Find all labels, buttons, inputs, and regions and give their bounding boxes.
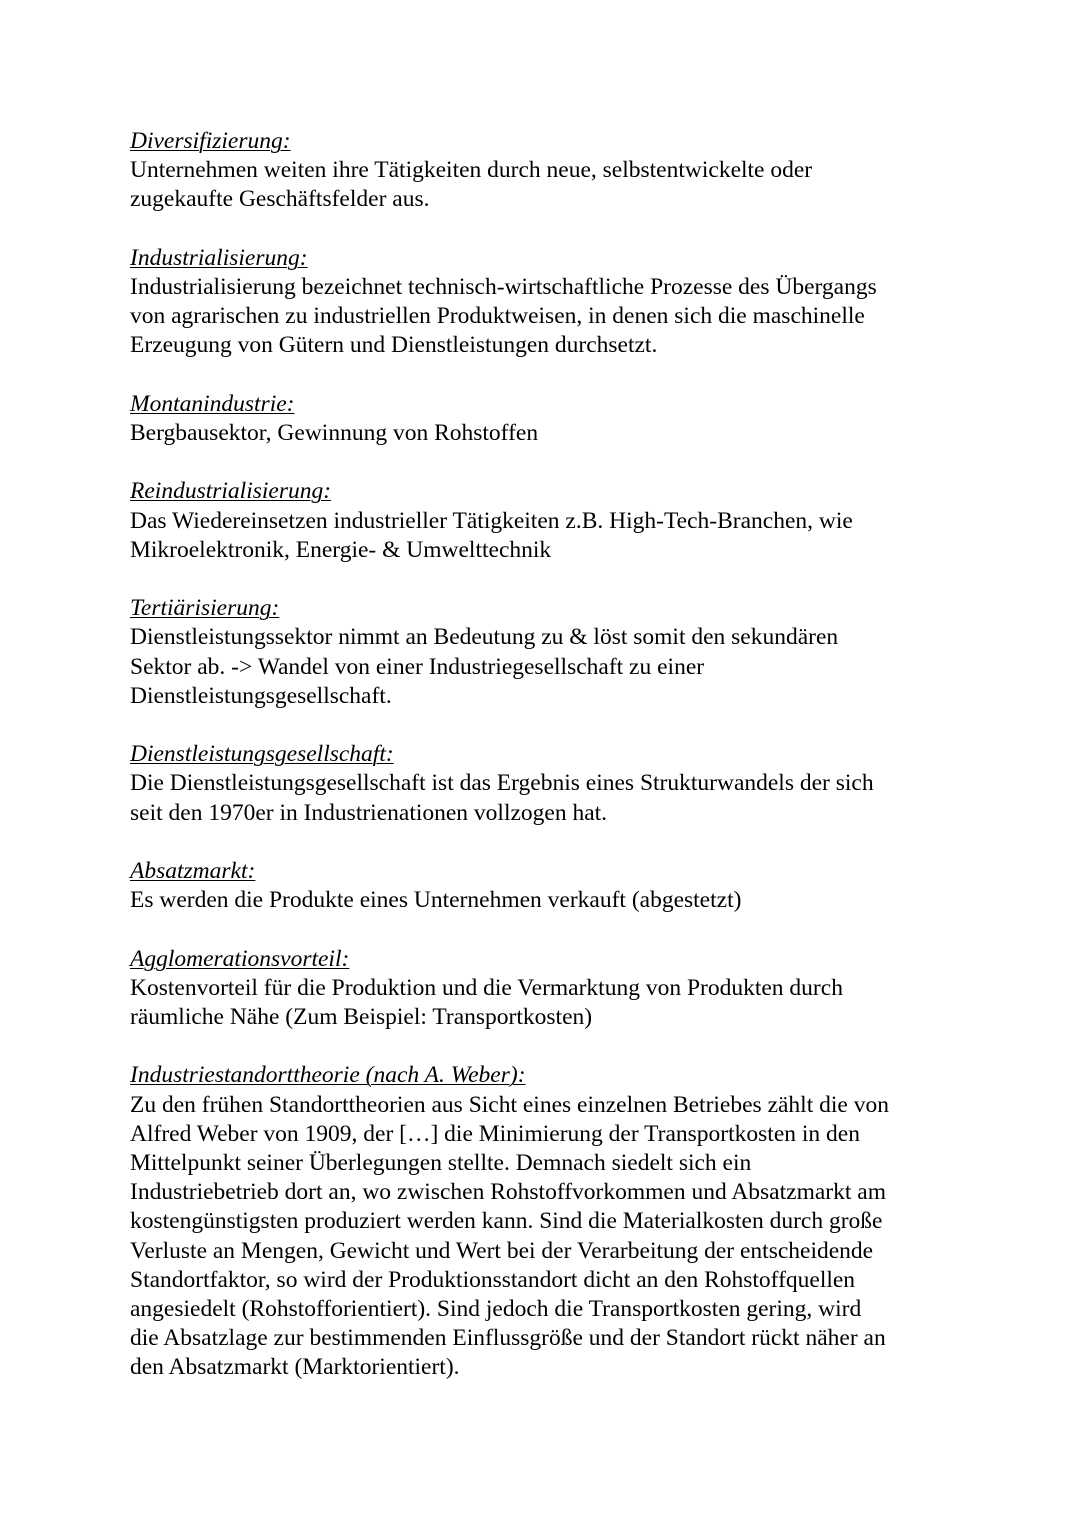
term-heading: Industriestandorttheorie (nach A. Weber):: [130, 1062, 526, 1089]
entry-industriestandorttheorie: [130, 1061, 960, 1382]
term-definition: Es werden die Produkte eines Unternehmen verkauft (abgestetzt): [130, 887, 742, 914]
entry-diversifizierung: [130, 127, 960, 215]
entry-agglomerationsvorteil: [130, 945, 960, 1033]
term-heading: Dienstleistungsgesellschaft:: [130, 741, 394, 768]
term-definition: Bergbausektor, Gewinnung von Rohstoffen: [130, 420, 539, 446]
term-definition: Die Dienstleistungsgesellschaft ist das Ergebnis eines Strukturwandels der sich seit den 1970er in Industrienationen vollzogen hat.: [130, 770, 874, 826]
term-definition: Zu den frühen Standorttheorien aus Sicht eines einzelnen Betriebes zählt die von Alfred Weber von 1909, der […] die Minimierung der Transportkosten in den Mittelpunkt seiner Überlegungen stellte. Demnach siedelt sich ein Industriebetrieb dort an, wo zwischen Rohstoffvorkommen und Absatzmarkt am kostengünstigsten produziert werden kann. Sind die Materialkosten durch große Verluste an Mengen, Gewicht und Wert bei der Verarbeitung der entscheidende Standortfaktor, so wird der Produktionsstandort dicht an den Rohstoffquellen angesiedelt (Rohstofforientiert). Sind jedoch die Transportkosten gering, wird die Absatzlage zur bestimmenden Einflussgröße und der Standort rückt näher an den Absatzmarkt (Marktorientiert).: [130, 1091, 889, 1381]
term-definition: Dienstleistungssektor nimmt an Bedeutung zu & löst somit den sekundären Sektor ab. -> Wandel von einer Industriegesellschaft zu einer Dienstleistungsgesellschaft.: [130, 624, 839, 709]
term-definition: Das Wiedereinsetzen industrieller Tätigkeiten z.B. High-Tech-Branchen, wie Mikroelektronik, Energie- & Umwelttechnik: [130, 507, 853, 563]
term-definition: Industrialisierung bezeichnet technisch-wirtschaftliche Prozesse des Übergangs von agrarischen zu industriellen Produktweisen, in denen sich die maschinelle Erzeugung von Gütern und Dienstleistungen durchsetzt.: [130, 274, 877, 359]
term-heading: Reindustrialisierung:: [130, 478, 332, 505]
term-heading: Tertiärisierung:: [130, 595, 280, 622]
entry-tertiaerisierung: [130, 594, 960, 711]
term-heading: Absatzmarkt:: [130, 857, 256, 884]
term-definition: Unternehmen weiten ihre Tätigkeiten durch neue, selbstentwickelte oder zugekaufte Geschäftsfelder aus.: [130, 157, 813, 213]
term-heading: Montanindustrie:: [130, 390, 295, 417]
term-heading: Agglomerationsvorteil:: [130, 945, 350, 972]
entry-dienstleistungsgesellschaft: [130, 740, 960, 828]
term-heading: Diversifizierung:: [130, 128, 291, 154]
term-definition: Kostenvorteil für die Produktion und die Vermarktung von Produkten durch räumliche Nähe (Zum Beispiel: Transportkosten): [130, 974, 843, 1030]
entry-industrialisierung: [130, 244, 960, 361]
entry-montanindustrie: [130, 390, 960, 448]
glossary-document: [130, 127, 960, 1412]
term-heading: Industrialisierung:: [130, 244, 308, 271]
entry-absatzmarkt: [130, 857, 960, 915]
entry-reindustrialisierung: [130, 477, 960, 565]
